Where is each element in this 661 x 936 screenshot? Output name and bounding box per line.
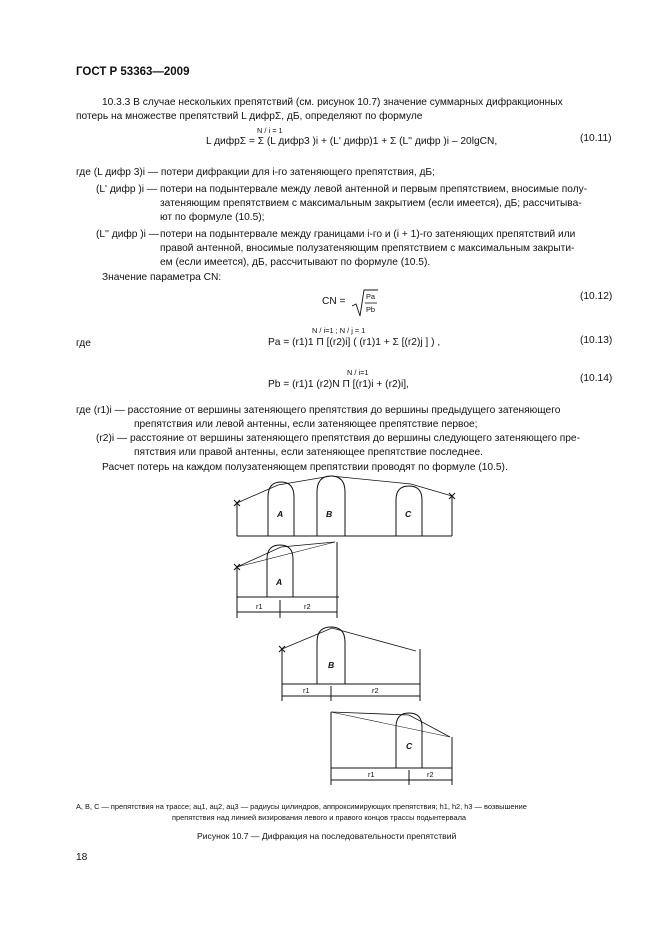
label-r1-panel-2: r1 — [256, 602, 263, 611]
equation-10-11-number: (10.11) — [580, 133, 612, 144]
equation-10-12-number: (10.12) — [580, 291, 613, 302]
label-obstacle-c-detail: C — [406, 741, 413, 751]
definition-2-line-1: потери на подынтервале между левой антенной и первым препятствием, вносимые полу- — [160, 184, 588, 195]
equation-10-12-lhs: CN = — [322, 296, 346, 307]
definition-2-line-2: затеняющим препятствием с максимальным закрытием (если имеется), дБ; рассчитыва- — [160, 198, 582, 209]
equation-10-13-number: (10.13) — [580, 335, 613, 346]
label-r2-panel-2: r2 — [304, 602, 311, 611]
r2-definition-line-1: (r2)i — расстояние от вершины затеняющего препятствия до вершины следующего затеняющего пре- — [96, 433, 580, 444]
r2-definition-line-2: пятствия или правой антенны, если затеняющее препятствие последнее. — [134, 447, 483, 458]
label-obstacle-b-detail: B — [328, 660, 335, 670]
label-obstacle-a: A — [277, 509, 284, 519]
label-obstacle-a-detail: A — [276, 577, 283, 587]
label-obstacle-b: B — [326, 509, 333, 519]
r1-definition-line-1: где (r1)i — расстояние от вершины затеняющего препятствия до вершины предыдущего затеняющего — [76, 405, 561, 416]
label-r2-panel-3: r2 — [372, 686, 379, 695]
equation-10-11-limits: N / i = 1 — [257, 126, 283, 135]
definition-3-line-2: правой антенной, вносимые полузатеняющим препятствием с максимальным закрыти- — [160, 243, 575, 254]
equation-10-11: L дифрΣ = Σ (L дифр3 )i + (L' дифр)1 + Σ (L'' дифр )i – 20lgCN, — [206, 136, 498, 147]
equation-10-13: Pa = (r1)1 Π [(r2)i] ( (r1)1 + Σ [(r2)j ] ) , — [268, 337, 441, 348]
definition-3-line-3: ем (если имеется), дБ, рассчитывают по формуле (10.5). — [160, 257, 431, 268]
calc-note: Расчет потерь на каждом полузатеняющем препятствии проводят по формуле (10.5). — [102, 462, 508, 473]
panel-2-obstacle-a — [237, 542, 339, 618]
cn-intro: Значение параметра CN: — [102, 272, 222, 283]
figure-caption: Рисунок 10.7 — Дифракция на последовательности препятствий — [197, 831, 457, 841]
page-number: 18 — [76, 852, 88, 863]
document-code: ГОСТ Р 53363—2009 — [76, 66, 190, 78]
label-r2-panel-4: r2 — [427, 770, 434, 779]
equation-10-14-limits: N / i=1 — [347, 368, 369, 377]
where-label: где — [76, 338, 91, 349]
equation-10-13-limits: N / i=1 ; N / j = 1 — [312, 326, 366, 335]
definition-2-line-3: ют по формуле (10.5); — [160, 212, 265, 223]
r1-definition-line-2: препятствия или левой антенны, если затеняющее препятствие первое; — [134, 419, 478, 430]
figure-legend-line-2: препятствия над линией визирования левого и правого концов трассы подынтервала — [172, 813, 467, 822]
definition-1: где (L дифр 3)i — потери дифракции для i-го затеняющего препятствия, дБ; — [76, 167, 435, 178]
para-line-1: 10.3.3 В случае нескольких препятствий (см. рисунок 10.7) значение суммарных дифракционных — [102, 97, 563, 108]
panel-1-full-path — [237, 476, 452, 536]
label-r1-panel-3: r1 — [303, 686, 310, 695]
definition-3-line-1: потери на подынтервале между границами i-го и (i + 1)-го затеняющих препятствий или — [160, 229, 576, 240]
para-line-2: потерь на множестве препятствий L дифрΣ, дБ, определяют по формуле — [76, 111, 423, 122]
definition-2-term: (L' дифр )i — — [96, 184, 158, 195]
equation-10-12-numerator: Pa — [366, 292, 376, 301]
equation-10-12-denominator: Pb — [366, 305, 376, 314]
label-obstacle-c: C — [405, 509, 412, 519]
equation-10-14-number: (10.14) — [580, 373, 613, 384]
definition-3-term: (L'' дифр )i — — [96, 229, 159, 240]
figure-legend-line-1: A, B, C — препятствия на трассе; aц1, aц2, aц3 — радиусы цилиндров, аппроксимирующих препятствия; h1, h2, h3 — возвышение — [76, 802, 527, 811]
equation-10-14: Pb = (r1)1 (r2)N Π [(r1)i + (r2)i], — [268, 379, 409, 390]
panel-4-obstacle-c — [331, 712, 452, 785]
label-r1-panel-4: r1 — [368, 770, 375, 779]
